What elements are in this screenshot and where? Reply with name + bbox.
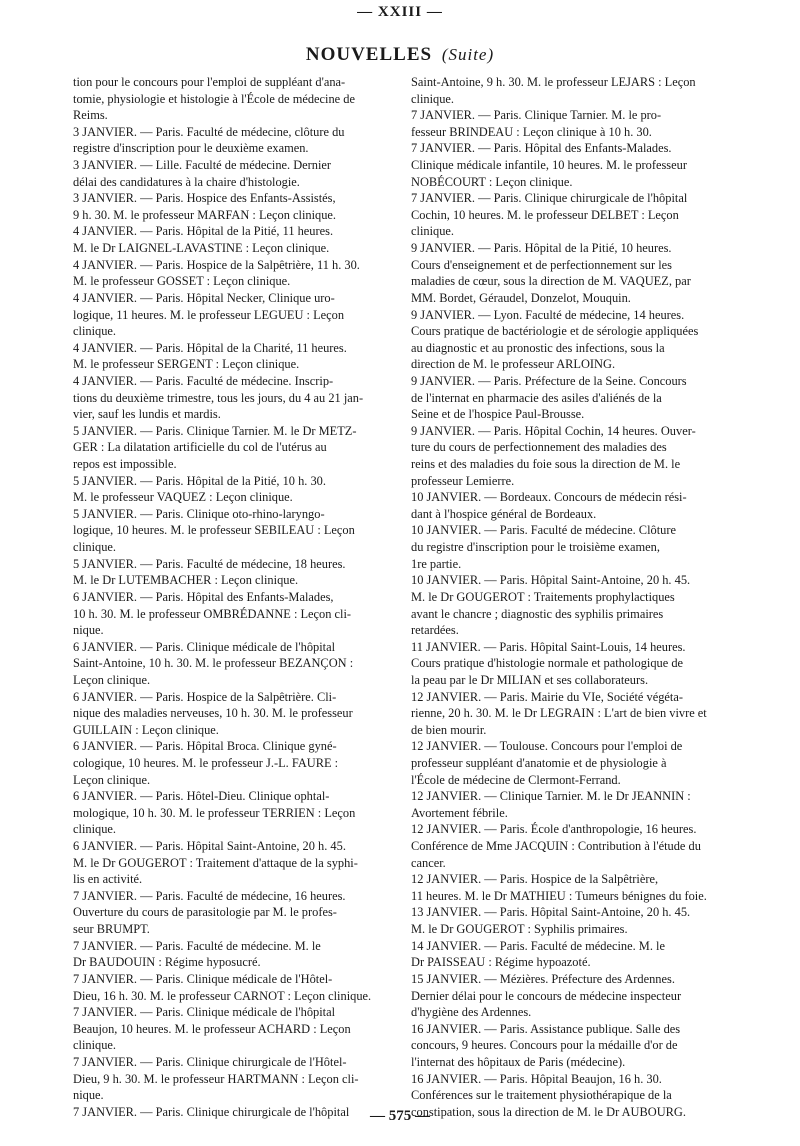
text-line: 3 JANVIER. — Paris. Faculté de médecine, clôture du (73, 124, 345, 139)
text-line: 3 JANVIER. — Paris. Hospice des Enfants-Assistés, (73, 191, 336, 206)
text-line: constipation, sous la direction de M. le Dr AUBOURG. (411, 1104, 686, 1119)
text-line: l'internat des hôpitaux de Paris (médecine). (411, 1054, 626, 1069)
text-line: 6 JANVIER. — Paris. Hôpital des Enfants-Malades, (73, 589, 334, 604)
text-line: 3 JANVIER. — Lille. Faculté de médecine. Dernier (73, 158, 332, 173)
text-line: 7 JANVIER. — Paris. Clinique chirurgicale de l'Hôtel- (73, 1054, 347, 1069)
text-line: 14 JANVIER. — Paris. Faculté de médecine. M. le (411, 938, 665, 953)
text-line: 12 JANVIER. — Paris. Mairie du VIe, Société végéta- (411, 689, 683, 704)
text-line: 10 JANVIER. — Paris. Hôpital Saint-Antoine, 20 h. 45. (411, 573, 691, 588)
text-line: 4 JANVIER. — Paris. Hôpital de la Pitié, 11 heures. (73, 224, 334, 239)
text-line: 16 JANVIER. — Paris. Assistance publique. Salle des (411, 1021, 681, 1036)
text-line: clinique. (73, 1038, 117, 1053)
text-line: 9 h. 30. M. le professeur MARFAN : Leçon clinique. (73, 207, 337, 222)
left-column (73, 74, 405, 1120)
text-line: logique, 10 heures. M. le professeur SEBILEAU : Leçon (73, 523, 355, 538)
text-line: 10 JANVIER. — Paris. Faculté de médecine. Clôture (411, 523, 676, 538)
text-line: du registre d'inscription pour le troisième examen, (411, 540, 660, 555)
text-line: seur BRUMPT. (73, 922, 150, 937)
text-line: Reims. (73, 108, 108, 123)
right-column (411, 74, 743, 1120)
text-line: MM. Bordet, Géraudel, Donzelot, Mouquin. (411, 290, 631, 305)
text-line: de bien mourir. (411, 722, 487, 737)
text-line: nique. (73, 623, 104, 638)
text-line: Dr BAUDOUIN : Régime hyposucré. (73, 955, 261, 970)
text-line: Dernier délai pour le concours de médecine inspecteur (411, 988, 682, 1003)
text-line: 4 JANVIER. — Paris. Hôpital Necker, Clinique uro- (73, 290, 335, 305)
text-line: vier, sauf les lundis et mardis. (73, 407, 221, 422)
text-line: M. le Dr GOUGEROT : Traitements prophylactiques (411, 589, 675, 604)
text-line: Cours d'enseignement et de perfectionnement sur les (411, 257, 672, 272)
text-line: clinique. (73, 822, 117, 837)
text-line: Leçon clinique. (73, 772, 151, 787)
text-line: Seine et de l'hospice Paul-Brousse. (411, 407, 585, 422)
text-line: nique des maladies nerveuses, 10 h. 30. M. le professeur (73, 706, 353, 721)
text-line: de l'internat en pharmacie des asiles d'aliénés de la (411, 390, 662, 405)
text-line: 9 JANVIER. — Paris. Hôpital de la Pitié, 10 heures. (411, 241, 672, 256)
text-line: Clinique médicale infantile, 10 heures. M. le professeur (411, 158, 687, 173)
text-line: 1re partie. (411, 556, 462, 571)
text-line: professeur Lemierre. (411, 473, 515, 488)
text-line: Dieu, 9 h. 30. M. le professeur HARTMANN : Leçon cli- (73, 1071, 359, 1086)
text-line: Conférences sur le traitement physiothérapique de la (411, 1088, 672, 1103)
text-line: 7 JANVIER. — Paris. Hôpital des Enfants-Malades. (411, 141, 672, 156)
text-line: mologique, 10 h. 30. M. le professeur TERRIEN : Leçon (73, 805, 356, 820)
text-line: 11 JANVIER. — Paris. Hôpital Saint-Louis, 14 heures. (411, 639, 686, 654)
text-line: Conférence de Mme JACQUIN : Contribution à l'étude du (411, 839, 701, 854)
text-line: 9 JANVIER. — Paris. Hôpital Cochin, 14 heures. Ouver- (411, 423, 696, 438)
text-line: avant le chancre ; diagnostic des syphilis primaires (411, 606, 664, 621)
text-line: 7 JANVIER. — Paris. Clinique Tarnier. M. le pro- (411, 108, 662, 123)
text-line: 6 JANVIER. — Paris. Hôtel-Dieu. Clinique ophtal- (73, 789, 330, 804)
text-line: maladies de cœur, sous la direction de M. VAQUEZ, par (411, 274, 691, 289)
text-line: logique, 11 heures. M. le professeur LEGUEU : Leçon (73, 307, 345, 322)
text-line: nique. (73, 1088, 104, 1103)
text-line: 6 JANVIER. — Paris. Hôpital Broca. Clinique gyné- (73, 739, 337, 754)
text-line: M. le professeur SERGENT : Leçon clinique. (73, 357, 300, 372)
text-line: l'École de médecine de Clermont-Ferrand. (411, 772, 621, 787)
text-line: GER : La dilatation artificielle du col de l'utérus au (73, 440, 327, 455)
text-line: 16 JANVIER. — Paris. Hôpital Beaujon, 16 h. 30. (411, 1071, 662, 1086)
text-line: 5 JANVIER. — Paris. Clinique Tarnier. M. le Dr METZ- (73, 423, 357, 438)
text-line: Saint-Antoine, 9 h. 30. M. le professeur LEJARS : Leçon (411, 75, 696, 89)
text-line: Cochin, 10 heures. M. le professeur DELBET : Leçon (411, 207, 679, 222)
text-line: 11 heures. M. le Dr MATHIEU : Tumeurs bénignes du foie. (411, 888, 707, 903)
text-line: d'hygiène des Ardennes. (411, 1005, 532, 1020)
text-line: 12 JANVIER. — Toulouse. Concours pour l'emploi de (411, 739, 683, 754)
text-line: tions du deuxième trimestre, tous les jours, du 4 au 21 jan- (73, 390, 364, 405)
text-line: Leçon clinique. (73, 672, 151, 687)
text-line: dant à l'hospice général de Bordeaux. (411, 506, 597, 521)
text-line: 10 JANVIER. — Bordeaux. Concours de médecin rési- (411, 490, 687, 505)
text-line: registre d'inscription pour le deuxième examen. (73, 141, 309, 156)
text-line: 7 JANVIER. — Paris. Clinique médicale de l'hôpital (73, 1005, 336, 1020)
text-line: tomie, physiologie et histologie à l'École de médecine de (73, 91, 355, 106)
text-line: 5 JANVIER. — Paris. Clinique oto-rhino-laryngo- (73, 506, 325, 521)
text-line: 7 JANVIER. — Paris. Clinique chirurgicale de l'hôpital (411, 191, 688, 206)
text-line: Cours pratique de bactériologie et de sérologie appliquées (411, 324, 699, 339)
text-line: 6 JANVIER. — Paris. Hospice de la Salpêtrière. Cli- (73, 689, 337, 704)
text-line: Dr PAISSEAU : Régime hypoazoté. (411, 955, 591, 970)
text-line: 5 JANVIER. — Paris. Faculté de médecine, 18 heures. (73, 556, 346, 571)
text-line: M. le Dr GOUGEROT : Syphilis primaires. (411, 922, 628, 937)
text-line: 13 JANVIER. — Paris. Hôpital Saint-Antoine, 20 h. 45. (411, 905, 691, 920)
text-line: 12 JANVIER. — Paris. Hospice de la Salpêtrière, (411, 872, 659, 887)
text-line: M. le Dr LAIGNEL-LAVASTINE : Leçon clinique. (73, 241, 330, 256)
text-line: 15 JANVIER. — Mézières. Préfecture des Ardennes. (411, 971, 675, 986)
page-number: — 575 — (370, 1108, 430, 1124)
text-line: 6 JANVIER. — Paris. Clinique médicale de l'hôpital (73, 639, 336, 654)
text-line: tion pour le concours pour l'emploi de suppléant d'ana- (73, 75, 346, 89)
text-line: M. le Dr GOUGEROT : Traitement d'attaque de la syphi- (73, 855, 358, 870)
text-line: repos est impossible. (73, 457, 177, 472)
section-title (0, 44, 800, 66)
section-title-suffix: (Suite) (441, 45, 495, 64)
text-line: concours, 9 heures. Concours pour la médaille d'or de (411, 1038, 678, 1053)
text-line: 7 JANVIER. — Paris. Faculté de médecine. M. le (73, 938, 321, 953)
text-line: M. le Dr LUTEMBACHER : Leçon clinique. (73, 573, 299, 588)
text-line: fesseur BRINDEAU : Leçon clinique à 10 h. 30. (411, 124, 652, 139)
text-line: 12 JANVIER. — Clinique Tarnier. M. le Dr JEANNIN : (411, 789, 691, 804)
text-line: 7 JANVIER. — Paris. Clinique chirurgicale de l'hôpital (73, 1104, 350, 1119)
text-line: 5 JANVIER. — Paris. Hôpital de la Pitié, 10 h. 30. (73, 473, 326, 488)
text-line: cancer. (411, 855, 446, 870)
text-line: 6 JANVIER. — Paris. Hôpital Saint-Antoine, 20 h. 45. (73, 839, 346, 854)
text-line: 7 JANVIER. — Paris. Faculté de médecine, 16 heures. (73, 888, 346, 903)
text-line: clinique. (73, 324, 117, 339)
text-line: M. le professeur VAQUEZ : Leçon clinique. (73, 490, 293, 505)
text-line: direction de M. le professeur ARLOING. (411, 357, 616, 372)
text-line: GUILLAIN : Leçon clinique. (73, 722, 219, 737)
text-line: clinique. (73, 540, 117, 555)
text-line: Ouverture du cours de parasitologie par M. le profes- (73, 905, 337, 920)
text-line: Avortement fébrile. (411, 805, 508, 820)
text-line: lis en activité. (73, 872, 143, 887)
text-line: 12 JANVIER. — Paris. École d'anthropologie, 16 heures. (411, 822, 697, 837)
text-line: clinique. (411, 224, 455, 239)
text-line: retardées. (411, 623, 459, 638)
text-line: Cours pratique d'histologie normale et pathologique de (411, 656, 684, 671)
text-line: clinique. (411, 91, 455, 106)
text-line: 4 JANVIER. — Paris. Faculté de médecine. Inscrip- (73, 373, 334, 388)
text-line: 9 JANVIER. — Paris. Préfecture de la Seine. Concours (411, 373, 687, 388)
text-line: M. le professeur GOSSET : Leçon clinique. (73, 274, 291, 289)
text-line: NOBÉCOURT : Leçon clinique. (411, 174, 573, 189)
text-line: 4 JANVIER. — Paris. Hôpital de la Charité, 11 heures. (73, 340, 347, 355)
text-line: la peau par le Dr MILIAN et ses collaborateurs. (411, 672, 649, 687)
text-line: délai des candidatures à la chaire d'histologie. (73, 174, 300, 189)
text-line: cologique, 10 heures. M. le professeur J.-L. FAURE : (73, 755, 339, 770)
text-line: Saint-Antoine, 10 h. 30. M. le professeur BEZANÇON : (73, 656, 354, 671)
text-line: Beaujon, 10 heures. M. le professeur ACHARD : Leçon (73, 1021, 351, 1036)
text-line: Dieu, 16 h. 30. M. le professeur CARNOT : Leçon clinique. (73, 988, 372, 1003)
text-line: professeur suppléant d'anatomie et de physiologie à (411, 755, 667, 770)
section-title-text: NOUVELLES (305, 44, 433, 65)
text-line: au diagnostic et au pronostic des infections, sous la (411, 340, 665, 355)
text-line: 10 h. 30. M. le professeur OMBRÉDANNE : Leçon cli- (73, 606, 352, 621)
text-line: reins et des maladies du foie sous la direction de M. le (411, 457, 681, 472)
text-line: 7 JANVIER. — Paris. Clinique médicale de l'Hôtel- (73, 971, 333, 986)
text-line: 9 JANVIER. — Lyon. Faculté de médecine, 14 heures. (411, 307, 685, 322)
text-line: rienne, 20 h. 30. M. le Dr LEGRAIN : L'art de bien vivre et (411, 706, 707, 721)
text-line: ture du cours de perfectionnement des maladies des (411, 440, 667, 455)
text-line: 4 JANVIER. — Paris. Hospice de la Salpêtrière, 11 h. 30. (73, 257, 360, 272)
page-roman-numeral: — XXIII — (357, 4, 443, 20)
